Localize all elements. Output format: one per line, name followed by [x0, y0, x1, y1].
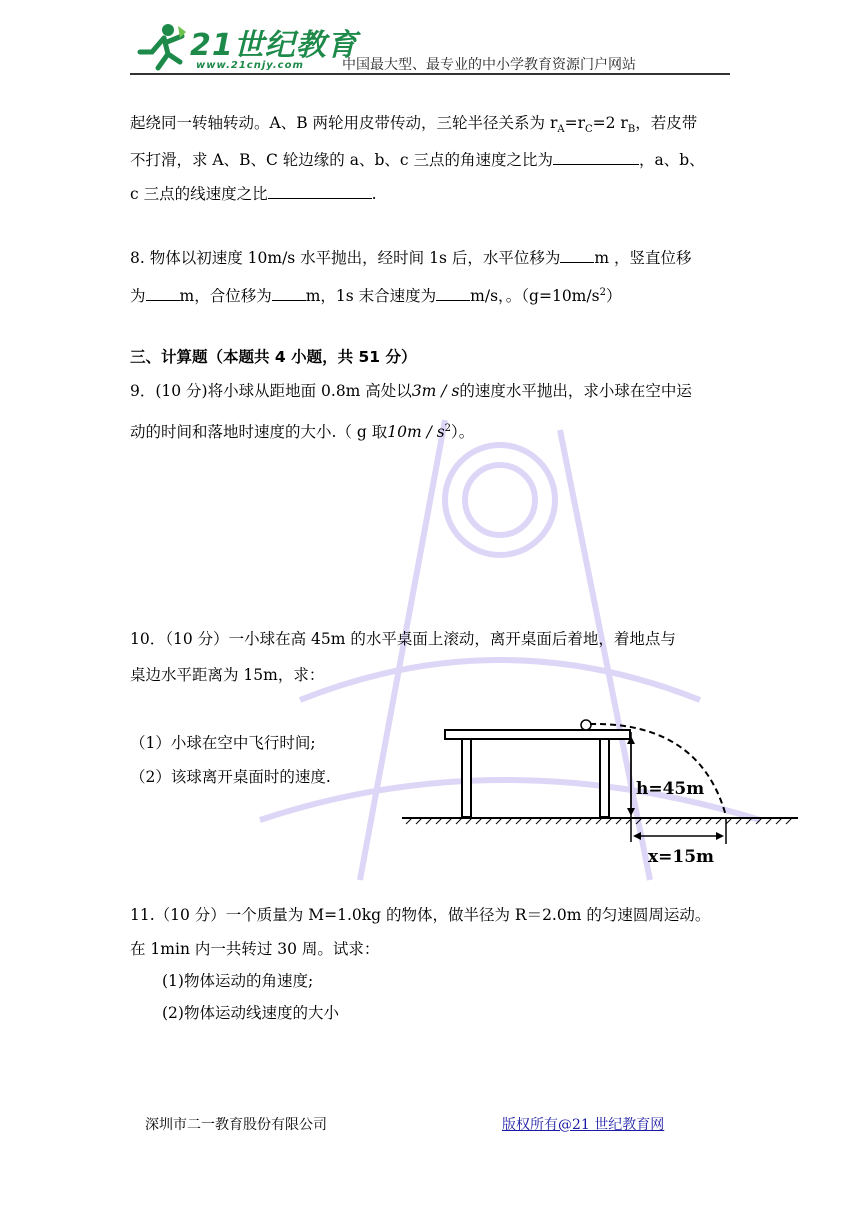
section-3-heading: 三、计算题（本题共 4 小题，共 51 分） — [130, 348, 417, 366]
distance-label: x=15m — [648, 847, 715, 867]
answer-blank[interactable] — [268, 182, 372, 199]
height-label: h=45m — [636, 779, 705, 799]
q11-sub-1: (1)物体运动的角速度; — [162, 972, 314, 990]
q10-sub-2: （2）该球离开桌面时的速度. — [130, 768, 331, 786]
logo-text: 21世纪教育 — [190, 28, 358, 63]
footer-copyright-link[interactable]: 版权所有@21 世纪教育网 — [502, 1117, 665, 1133]
q10-sub-1: （1）小球在空中飞行时间; — [130, 734, 316, 752]
q7-line-1: 起绕同一转轴转动。A、B 两轮用皮带传动，三轮半径关系为 $r_A=r_C=2$ $r_B$，若皮带 — [130, 114, 698, 136]
answer-blank[interactable] — [272, 284, 306, 301]
q8-line-2: 为 m，合位移为 m，1s 末合速度为 m/s，。$(g=10m/s^2)$ — [130, 282, 621, 307]
answer-blank[interactable] — [553, 148, 639, 165]
table-projectile-diagram — [400, 712, 800, 872]
header-rule — [130, 73, 730, 75]
logo-url: www.21cnjy.com — [196, 60, 304, 71]
q9-line-1: 9．(10 分)将小球从距地面 0.8m 高处以3m / s的速度水平抛出，求小球在空中运 — [130, 382, 692, 400]
running-figure-logo-icon — [134, 22, 188, 72]
header-slogan: 中国最大型、最专业的中小学教育资源门户网站 — [342, 57, 636, 73]
q11-line-1: 11.（10 分）一个质量为 M=1.0kg 的物体，做半径为 R＝2.0m 的匀速圆周运动。 — [130, 906, 711, 924]
q7-line-3: c 三点的线速度之比 . — [130, 182, 377, 205]
answer-blank[interactable] — [560, 246, 594, 263]
q7-line-2: 不打滑，求 A、B、C 轮边缘的 a、b、c 三点的角速度之比为 ，a、b、 — [130, 148, 705, 171]
page-header — [130, 18, 730, 76]
q10-line-2: 桌边水平距离为 15m，求： — [130, 666, 325, 684]
q10-line-1: 10．（10 分）一小球在高 45m 的水平桌面上滚动，离开桌面后着地，着地点与 — [130, 630, 676, 648]
answer-blank[interactable] — [146, 284, 180, 301]
q9-line-2: 动的时间和落地时速度的大小.（ g 取$10m / s^2$）。 — [130, 423, 475, 442]
footer-company: 深圳市二一教育股份有限公司 — [145, 1117, 327, 1133]
answer-blank[interactable] — [436, 284, 470, 301]
q11-sub-2: (2)物体运动线速度的大小 — [162, 1004, 339, 1022]
q11-line-2: 在 1min 内一共转过 30 周。试求： — [130, 940, 380, 958]
q8-line-1: 8. 物体以初速度 10m/s 水平抛出，经时间 1s 后，水平位移为 m ，竖直位移 — [130, 246, 691, 269]
